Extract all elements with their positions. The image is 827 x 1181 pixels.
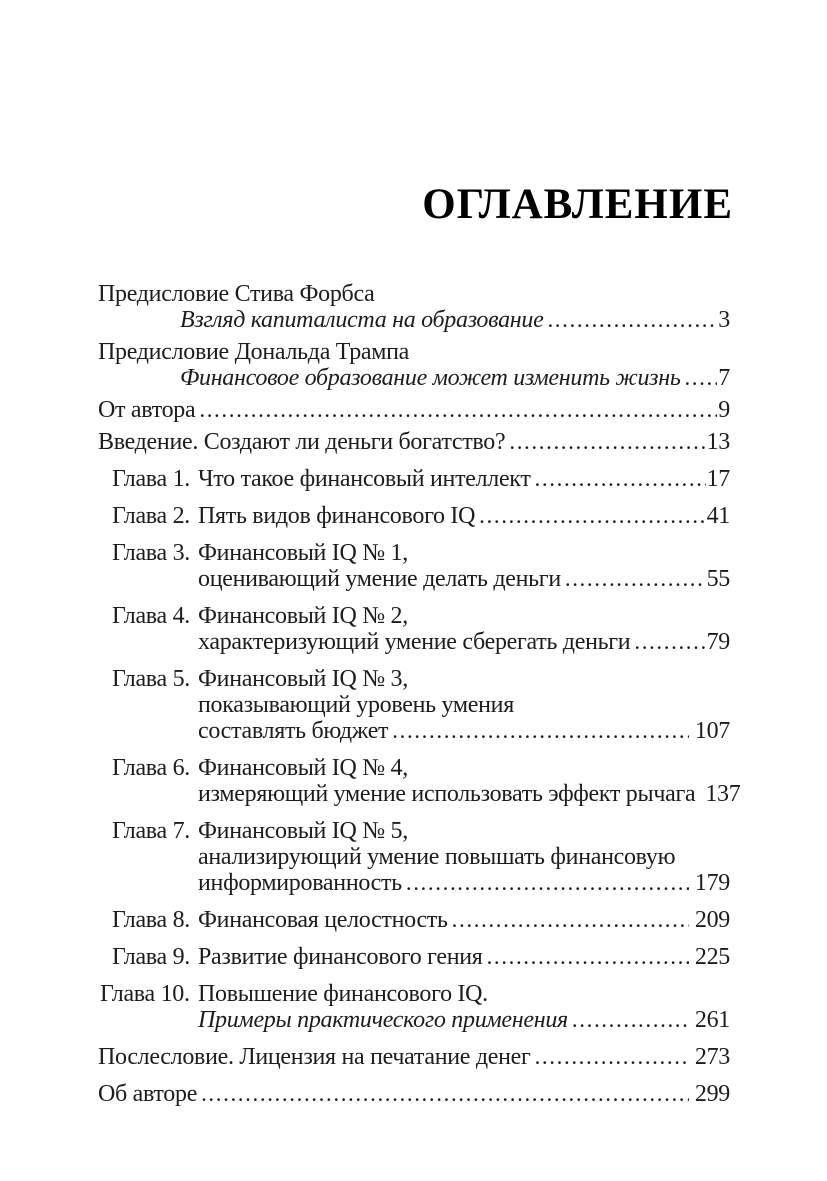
toc-entry [98, 429, 730, 455]
toc-entry-text: Послесловие. Лицензия на печатание денег [98, 1044, 531, 1070]
page-number: 261 [694, 1007, 730, 1033]
dot-leader [201, 1081, 689, 1107]
toc-line [98, 781, 741, 807]
toc-entry-text: Финансовый IQ № 2, [198, 603, 408, 629]
dot-leader [547, 307, 717, 333]
toc-entry-label: Глава 8. [112, 907, 190, 933]
page-number: 299 [694, 1081, 730, 1107]
toc-entry-label: Глава 5. [112, 666, 190, 692]
toc-entry-text: Предисловие Стива Форбса [98, 281, 375, 307]
page-title: ОГЛАВЛЕНИЕ [422, 181, 733, 228]
toc-entry [98, 818, 730, 896]
toc-entry [98, 281, 730, 333]
toc-line [98, 466, 730, 492]
dot-leader [634, 629, 705, 655]
toc-line [98, 1007, 730, 1033]
toc-line [98, 907, 730, 933]
page-number: 41 [706, 503, 730, 529]
toc-entry-label: Глава 3. [112, 540, 190, 566]
toc-line [98, 1044, 730, 1070]
toc-entry [98, 666, 730, 744]
toc-entry [98, 1044, 730, 1070]
toc-entry-text: От автора [98, 397, 196, 423]
toc-entry [98, 907, 730, 933]
toc-entry [98, 339, 730, 391]
page-number: 209 [694, 907, 730, 933]
table-of-contents [98, 281, 741, 1107]
toc-entry [98, 755, 741, 807]
toc-entry-label: Глава 6. [112, 755, 190, 781]
toc-entry-label: Глава 2. [112, 503, 190, 529]
toc-entry-text: составлять бюджет [198, 718, 389, 744]
toc-line [98, 429, 730, 455]
toc-entry-label: Глава 7. [112, 818, 190, 844]
page-number: 55 [706, 566, 730, 592]
dot-leader [479, 503, 705, 529]
toc-entry [98, 944, 730, 970]
dot-leader [684, 365, 717, 391]
toc-entry-text: анализирующий умение повышать финансовую [198, 844, 676, 870]
page-number: 225 [694, 944, 730, 970]
toc-entry-text: Финансовый IQ № 1, [198, 540, 408, 566]
toc-line [98, 1081, 730, 1107]
dot-leader [509, 429, 705, 455]
toc-line [98, 755, 730, 781]
toc-entry-text: измеряющий умение использовать эффект рычага [198, 781, 696, 807]
dot-leader [406, 870, 689, 896]
page-number: 9 [718, 397, 730, 423]
toc-entry [98, 981, 730, 1033]
page-number: 17 [706, 466, 730, 492]
toc-line [98, 339, 730, 365]
toc-line [98, 603, 730, 629]
dot-leader [392, 718, 689, 744]
toc-line [98, 844, 730, 870]
toc-entry-text: Пять видов финансового IQ [198, 503, 476, 529]
toc-entry-label: Глава 9. [112, 944, 190, 970]
toc-line [98, 981, 730, 1007]
toc-entry [98, 397, 730, 423]
page-number: 7 [718, 365, 730, 391]
toc-line [98, 365, 730, 391]
page-number: 107 [694, 718, 730, 744]
toc-entry-text: Финансовый IQ № 4, [198, 755, 408, 781]
toc-entry-text: Что такое финансовый интеллект [198, 466, 531, 492]
toc-entry [98, 540, 730, 592]
toc-entry-label: Глава 4. [112, 603, 190, 629]
toc-line [98, 718, 730, 744]
toc-entry-text: Об авторе [98, 1081, 198, 1107]
toc-entry-text: Примеры практического применения [198, 1007, 568, 1033]
toc-entry-label: Глава 1. [112, 466, 190, 492]
toc-line [98, 307, 730, 333]
toc-entry [98, 1081, 730, 1107]
toc-line [98, 818, 730, 844]
toc-line [98, 666, 730, 692]
page-number: 3 [718, 307, 730, 333]
toc-line [98, 503, 730, 529]
toc-line [98, 566, 730, 592]
toc-entry-text: Повышение финансового IQ. [198, 981, 488, 1007]
dot-leader [565, 566, 706, 592]
toc-entry [98, 603, 730, 655]
toc-line [98, 629, 730, 655]
page-number: 179 [694, 870, 730, 896]
toc-line [98, 397, 730, 423]
toc-entry [98, 466, 730, 492]
toc-entry-text: Развитие финансового гения [198, 944, 483, 970]
toc-entry-text: показывающий уровень умения [198, 692, 514, 718]
toc-entry-label: Глава 10. [100, 981, 190, 1007]
toc-line [98, 692, 730, 718]
toc-entry-text: Введение. Создают ли деньги богатство? [98, 429, 506, 455]
page-number: 13 [706, 429, 730, 455]
toc-entry-text: оценивающий умение делать деньги [198, 566, 561, 592]
toc-entry-text: Финансовое образование может изменить жизнь [180, 365, 681, 391]
dot-leader [199, 397, 717, 423]
page-number: 79 [706, 629, 730, 655]
toc-entry-text: характеризующий умение сберегать деньги [198, 629, 631, 655]
dot-leader [535, 1044, 689, 1070]
toc-line [98, 281, 730, 307]
toc-line [98, 944, 730, 970]
toc-entry-text: Предисловие Дональда Трампа [98, 339, 410, 365]
dot-leader [487, 944, 689, 970]
toc-entry-text: информированность [198, 870, 402, 896]
toc-entry [98, 503, 730, 529]
dot-leader [572, 1007, 689, 1033]
toc-entry-text: Финансовая целостность [198, 907, 448, 933]
toc-line [98, 540, 730, 566]
toc-line [98, 870, 730, 896]
toc-entry-text: Финансовый IQ № 3, [198, 666, 408, 692]
dot-leader [535, 466, 706, 492]
page-number: 273 [694, 1044, 730, 1070]
page-number: 137 [705, 781, 741, 807]
toc-entry-text: Финансовый IQ № 5, [198, 818, 408, 844]
toc-entry-text: Взгляд капиталиста на образование [180, 307, 544, 333]
dot-leader [452, 907, 689, 933]
